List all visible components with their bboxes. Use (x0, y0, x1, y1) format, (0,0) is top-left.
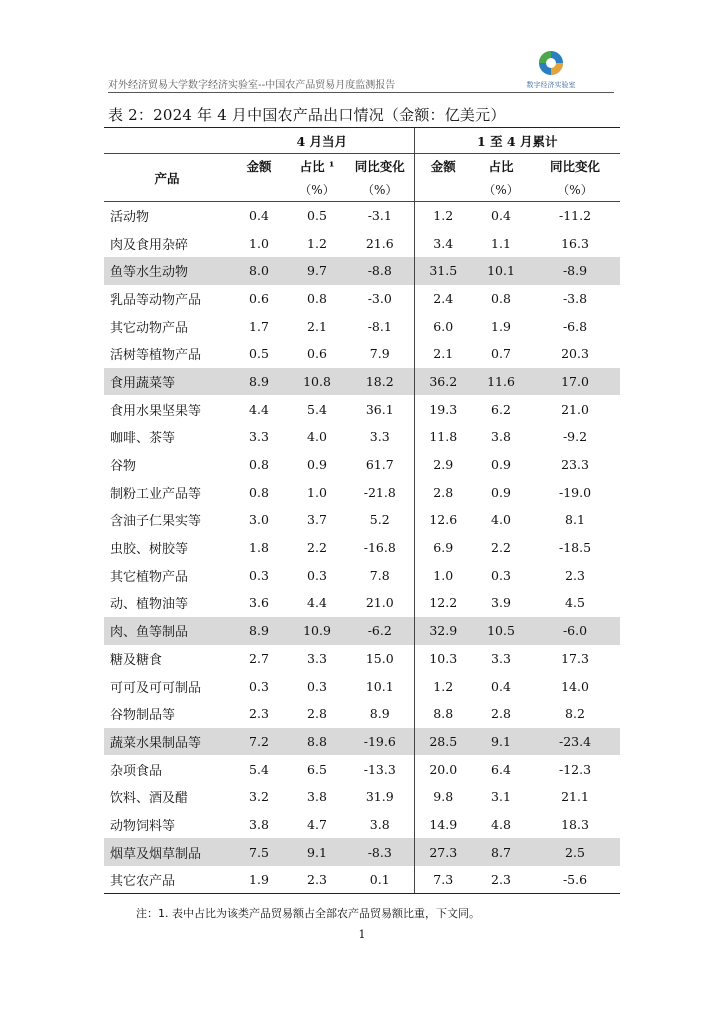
cum-share-cell: 6.4 (491, 761, 511, 777)
product-name-cell: 食用水果坚果等 (110, 403, 202, 419)
cum-yoy-cell: 16.3 (561, 235, 589, 251)
cum-share-cell: 6.2 (491, 401, 511, 417)
month-amount-cell: 5.4 (249, 761, 269, 777)
month-share-cell: 4.0 (307, 429, 327, 445)
table-row (104, 451, 620, 479)
col-month-share: 占比 ¹ (299, 158, 335, 174)
table-row (104, 285, 620, 313)
month-yoy-cell: 31.9 (346, 783, 414, 811)
cum-yoy-cell: -12.3 (558, 761, 592, 777)
month-yoy-cell: 7.9 (346, 340, 414, 368)
month-share-cell: 9.7 (288, 257, 346, 285)
cum-amount-cell: 3.4 (433, 235, 454, 251)
month-amount-cell: 3.0 (249, 512, 269, 528)
table-row (104, 811, 620, 839)
cum-share-cell: 0.7 (491, 346, 511, 362)
month-yoy-cell: -8.8 (346, 257, 414, 285)
cum-share-cell: 10.1 (472, 257, 530, 285)
group-header-cumulative: 1 至 4 月累计 (414, 128, 620, 154)
product-name-cell: 咖啡、茶等 (110, 431, 176, 447)
month-share-cell: 2.8 (307, 706, 327, 722)
month-share-cell: 8.8 (288, 728, 346, 756)
month-amount-cell: 4.4 (249, 401, 269, 417)
month-amount-cell: 8.0 (230, 257, 288, 285)
cum-share-cell: 0.9 (491, 484, 511, 500)
cum-yoy-cell: 14.0 (561, 678, 589, 694)
product-name-cell: 蔬菜水果制品等 (104, 728, 230, 756)
cum-share-cell: 3.9 (491, 595, 511, 611)
month-yoy-cell: 7.8 (346, 561, 414, 589)
month-amount-cell: 3.6 (249, 595, 269, 611)
unit-cum-share: （%） (472, 177, 530, 202)
cum-share-cell: 2.3 (472, 866, 530, 894)
cum-amount-cell: 10.3 (429, 650, 458, 666)
month-share-cell: 0.8 (307, 290, 327, 306)
month-amount-cell: 1.7 (249, 318, 269, 334)
month-amount-cell: 0.8 (249, 457, 269, 473)
cum-amount-cell: 1.2 (433, 678, 454, 694)
month-share-cell: 2.1 (307, 318, 327, 334)
month-share-cell: 0.5 (307, 208, 327, 224)
month-share-cell: 1.0 (307, 484, 327, 500)
month-amount-cell: 2.7 (249, 650, 269, 666)
cum-amount-cell: 2.9 (433, 457, 454, 473)
month-yoy-cell: 21.0 (346, 589, 414, 617)
product-name-cell: 其它农产品 (104, 866, 230, 894)
cum-yoy-cell: -6.0 (530, 617, 620, 645)
table-row (104, 672, 620, 700)
month-share-cell: 0.9 (307, 457, 327, 473)
cum-share-cell: 0.3 (491, 567, 511, 583)
cum-amount-cell: 7.3 (414, 866, 472, 894)
table-row (104, 645, 620, 673)
report-header: 对外经济贸易大学数字经济实验室--中国农产品贸易月度监测报告 (108, 80, 396, 91)
product-name-cell: 活动物 (110, 210, 150, 226)
unit-blank (414, 177, 472, 202)
cum-share-cell: 9.1 (472, 728, 530, 756)
cum-amount-cell: 12.6 (429, 512, 458, 528)
table-row (104, 395, 620, 423)
cum-amount-cell: 1.2 (433, 208, 454, 224)
table-row (104, 368, 620, 396)
cum-share-cell: 1.1 (491, 235, 511, 251)
month-yoy-cell: 21.6 (346, 229, 414, 257)
product-name-cell: 杂项食品 (110, 763, 163, 779)
month-yoy-cell: 10.1 (346, 672, 414, 700)
product-name-cell: 含油子仁果实等 (110, 514, 202, 530)
month-amount-cell: 0.6 (249, 290, 269, 306)
month-amount-cell: 1.8 (249, 540, 269, 556)
month-yoy-cell: -13.3 (346, 755, 414, 783)
month-share-cell: 2.2 (307, 540, 327, 556)
month-yoy-cell: -3.1 (346, 202, 414, 230)
unit-month-share: （%） (288, 177, 346, 202)
month-amount-cell: 8.9 (230, 368, 288, 396)
month-amount-cell: 0.8 (249, 484, 269, 500)
month-amount-cell: 2.3 (249, 706, 269, 722)
cum-amount-cell: 1.0 (433, 567, 454, 583)
month-yoy-cell: -19.6 (346, 728, 414, 756)
table-row (104, 312, 620, 340)
month-amount-cell: 0.3 (249, 567, 269, 583)
lab-logo-icon (520, 48, 582, 90)
product-name-cell: 其它植物产品 (110, 569, 189, 585)
cum-yoy-cell: 2.3 (565, 567, 585, 583)
cum-amount-cell: 11.8 (429, 429, 458, 445)
cum-yoy-cell: -19.0 (558, 484, 592, 500)
col-cum-yoy: 同比变化 (549, 158, 600, 174)
cum-yoy-cell: 8.2 (565, 706, 585, 722)
product-name-cell: 活树等植物产品 (110, 348, 202, 364)
table-row (104, 506, 620, 534)
month-share-cell: 3.3 (307, 650, 327, 666)
cum-yoy-cell: 21.1 (561, 789, 589, 805)
cum-yoy-cell: -8.9 (530, 257, 620, 285)
product-name-cell: 谷物制品等 (110, 708, 176, 724)
product-name-cell: 肉及食用杂碎 (110, 237, 189, 253)
cum-yoy-cell: 17.0 (530, 368, 620, 396)
footnote: 注：1. 表中占比为该类产品贸易额占全部农产品贸易额比重，下文同。 (136, 907, 480, 920)
cum-share-cell: 3.3 (491, 650, 511, 666)
unit-month-yoy: （%） (346, 177, 414, 202)
cum-yoy-cell: -23.4 (530, 728, 620, 756)
month-yoy-cell: 15.0 (346, 645, 414, 673)
group-header-month: 4 月当月 (230, 128, 414, 154)
cum-share-cell: 0.4 (491, 678, 511, 694)
lab-logo (520, 48, 582, 90)
table-row (104, 257, 620, 285)
blank-corner (104, 128, 230, 154)
cum-share-cell: 8.7 (472, 838, 530, 866)
cum-share-cell: 2.8 (491, 706, 511, 722)
month-yoy-cell: 5.2 (346, 506, 414, 534)
cum-yoy-cell: 4.5 (565, 595, 585, 611)
cum-yoy-cell: -11.2 (558, 208, 592, 224)
product-header: 产品 (104, 154, 230, 202)
table-row (104, 478, 620, 506)
table-row (104, 617, 620, 645)
cum-yoy-cell: -6.8 (562, 318, 588, 334)
cum-amount-cell: 28.5 (414, 728, 472, 756)
product-name-cell: 烟草及烟草制品 (104, 838, 230, 866)
product-name-cell: 肉、鱼等制品 (104, 617, 230, 645)
cum-yoy-cell: -5.6 (530, 866, 620, 894)
table-row (104, 202, 620, 230)
cum-yoy-cell: -3.8 (562, 290, 588, 306)
product-name-cell: 乳品等动物产品 (110, 292, 202, 308)
unit-blank (230, 177, 288, 202)
product-name-cell: 饮料、酒及醋 (110, 791, 189, 807)
month-yoy-cell: -16.8 (346, 534, 414, 562)
cum-yoy-cell: 23.3 (561, 457, 589, 473)
product-name-cell: 谷物 (110, 459, 137, 475)
table-title: 表 2：2024 年 4 月中国农产品出口情况（金额：亿美元） (108, 106, 506, 124)
month-share-cell: 6.5 (307, 761, 327, 777)
month-share-cell: 3.7 (307, 512, 327, 528)
table-row (104, 340, 620, 368)
month-yoy-cell: 8.9 (346, 700, 414, 728)
month-amount-cell: 7.5 (230, 838, 288, 866)
cum-yoy-cell: 2.5 (530, 838, 620, 866)
cum-amount-cell: 6.0 (433, 318, 454, 334)
cum-yoy-cell: 21.0 (561, 401, 589, 417)
month-share-cell: 10.9 (288, 617, 346, 645)
cum-share-cell: 0.8 (491, 290, 511, 306)
product-name-cell: 鱼等水生动物 (104, 257, 230, 285)
table-row (104, 561, 620, 589)
cum-yoy-cell: 18.3 (561, 816, 589, 832)
product-name-cell: 动物饲料等 (110, 818, 176, 834)
cum-amount-cell: 31.5 (414, 257, 472, 285)
cum-yoy-cell: -9.2 (562, 429, 588, 445)
month-amount-cell: 1.9 (230, 866, 288, 894)
product-name-cell: 虫胶、树胶等 (110, 542, 189, 558)
product-name-cell: 食用蔬菜等 (104, 368, 230, 396)
month-yoy-cell: -21.8 (346, 478, 414, 506)
cum-share-cell: 10.5 (472, 617, 530, 645)
month-amount-cell: 7.2 (230, 728, 288, 756)
col-cum-amount: 金额 (430, 158, 456, 174)
month-share-cell: 3.8 (307, 789, 327, 805)
cum-yoy-cell: -18.5 (558, 540, 592, 556)
cum-amount-cell: 19.3 (429, 401, 458, 417)
page-number: 1 (358, 928, 366, 941)
month-amount-cell: 1.0 (249, 235, 269, 251)
month-yoy-cell: 0.1 (346, 866, 414, 894)
month-yoy-cell: 18.2 (346, 368, 414, 396)
month-share-cell: 9.1 (288, 838, 346, 866)
cum-share-cell: 1.9 (491, 318, 511, 334)
month-share-cell: 4.7 (307, 816, 327, 832)
cum-amount-cell: 2.1 (433, 346, 454, 362)
cum-amount-cell: 9.8 (433, 789, 454, 805)
month-amount-cell: 0.4 (249, 208, 269, 224)
month-yoy-cell: 3.8 (346, 811, 414, 839)
product-name-cell: 其它动物产品 (110, 320, 189, 336)
month-amount-cell: 0.5 (249, 346, 269, 362)
table-row (104, 783, 620, 811)
product-name-cell: 可可及可可制品 (110, 680, 202, 696)
cum-amount-cell: 32.9 (414, 617, 472, 645)
cum-yoy-cell: 8.1 (565, 512, 585, 528)
table-row (104, 589, 620, 617)
month-share-cell: 2.3 (288, 866, 346, 894)
product-name-cell: 糖及糖食 (110, 652, 163, 668)
product-name-cell: 制粉工业产品等 (110, 486, 202, 502)
month-yoy-cell: -6.2 (346, 617, 414, 645)
month-yoy-cell: 61.7 (346, 451, 414, 479)
unit-cum-yoy: （%） (530, 177, 620, 202)
month-yoy-cell: 3.3 (346, 423, 414, 451)
month-share-cell: 1.2 (307, 235, 327, 251)
month-amount-cell: 3.3 (249, 429, 269, 445)
col-month-amount: 金额 (246, 158, 272, 174)
cum-share-cell: 2.2 (491, 540, 511, 556)
month-share-cell: 4.4 (307, 595, 327, 611)
table-body (104, 202, 620, 894)
cum-yoy-cell: 17.3 (561, 650, 589, 666)
cum-yoy-cell: 20.3 (561, 346, 589, 362)
month-share-cell: 0.3 (307, 567, 327, 583)
table-row (104, 229, 620, 257)
month-yoy-cell: -8.3 (346, 838, 414, 866)
month-amount-cell: 0.3 (249, 678, 269, 694)
export-table (104, 127, 620, 894)
cum-share-cell: 3.8 (491, 429, 511, 445)
cum-amount-cell: 27.3 (414, 838, 472, 866)
month-amount-cell: 3.8 (249, 816, 269, 832)
product-name-cell: 动、植物油等 (110, 597, 189, 613)
cum-share-cell: 0.4 (491, 208, 511, 224)
cum-amount-cell: 6.9 (433, 540, 454, 556)
cum-amount-cell: 20.0 (429, 761, 458, 777)
month-yoy-cell: -8.1 (346, 312, 414, 340)
month-share-cell: 5.4 (307, 401, 327, 417)
cum-amount-cell: 8.8 (433, 706, 454, 722)
cum-share-cell: 3.1 (491, 789, 511, 805)
header-rule (108, 92, 614, 93)
table-row (104, 700, 620, 728)
cum-share-cell: 4.0 (491, 512, 511, 528)
logo-text: 数字经济实验室 (526, 81, 576, 89)
month-share-cell: 0.6 (307, 346, 327, 362)
cum-amount-cell: 36.2 (414, 368, 472, 396)
table-row (104, 755, 620, 783)
table-row (104, 838, 620, 866)
table-row (104, 423, 620, 451)
month-yoy-cell: 36.1 (346, 395, 414, 423)
month-amount-cell: 3.2 (249, 789, 269, 805)
col-cum-share: 占比 (488, 158, 514, 174)
cum-amount-cell: 2.8 (433, 484, 454, 500)
month-share-cell: 10.8 (288, 368, 346, 396)
month-yoy-cell: -3.0 (346, 285, 414, 313)
table-row (104, 866, 620, 894)
col-month-yoy: 同比变化 (346, 154, 414, 178)
cum-share-cell: 4.8 (491, 816, 511, 832)
cum-amount-cell: 2.4 (433, 290, 454, 306)
month-amount-cell: 8.9 (230, 617, 288, 645)
month-share-cell: 0.3 (307, 678, 327, 694)
table-row (104, 728, 620, 756)
cum-share-cell: 11.6 (472, 368, 530, 396)
cum-amount-cell: 12.2 (429, 595, 458, 611)
cum-amount-cell: 14.9 (429, 816, 458, 832)
table-row (104, 534, 620, 562)
cum-share-cell: 0.9 (491, 457, 511, 473)
